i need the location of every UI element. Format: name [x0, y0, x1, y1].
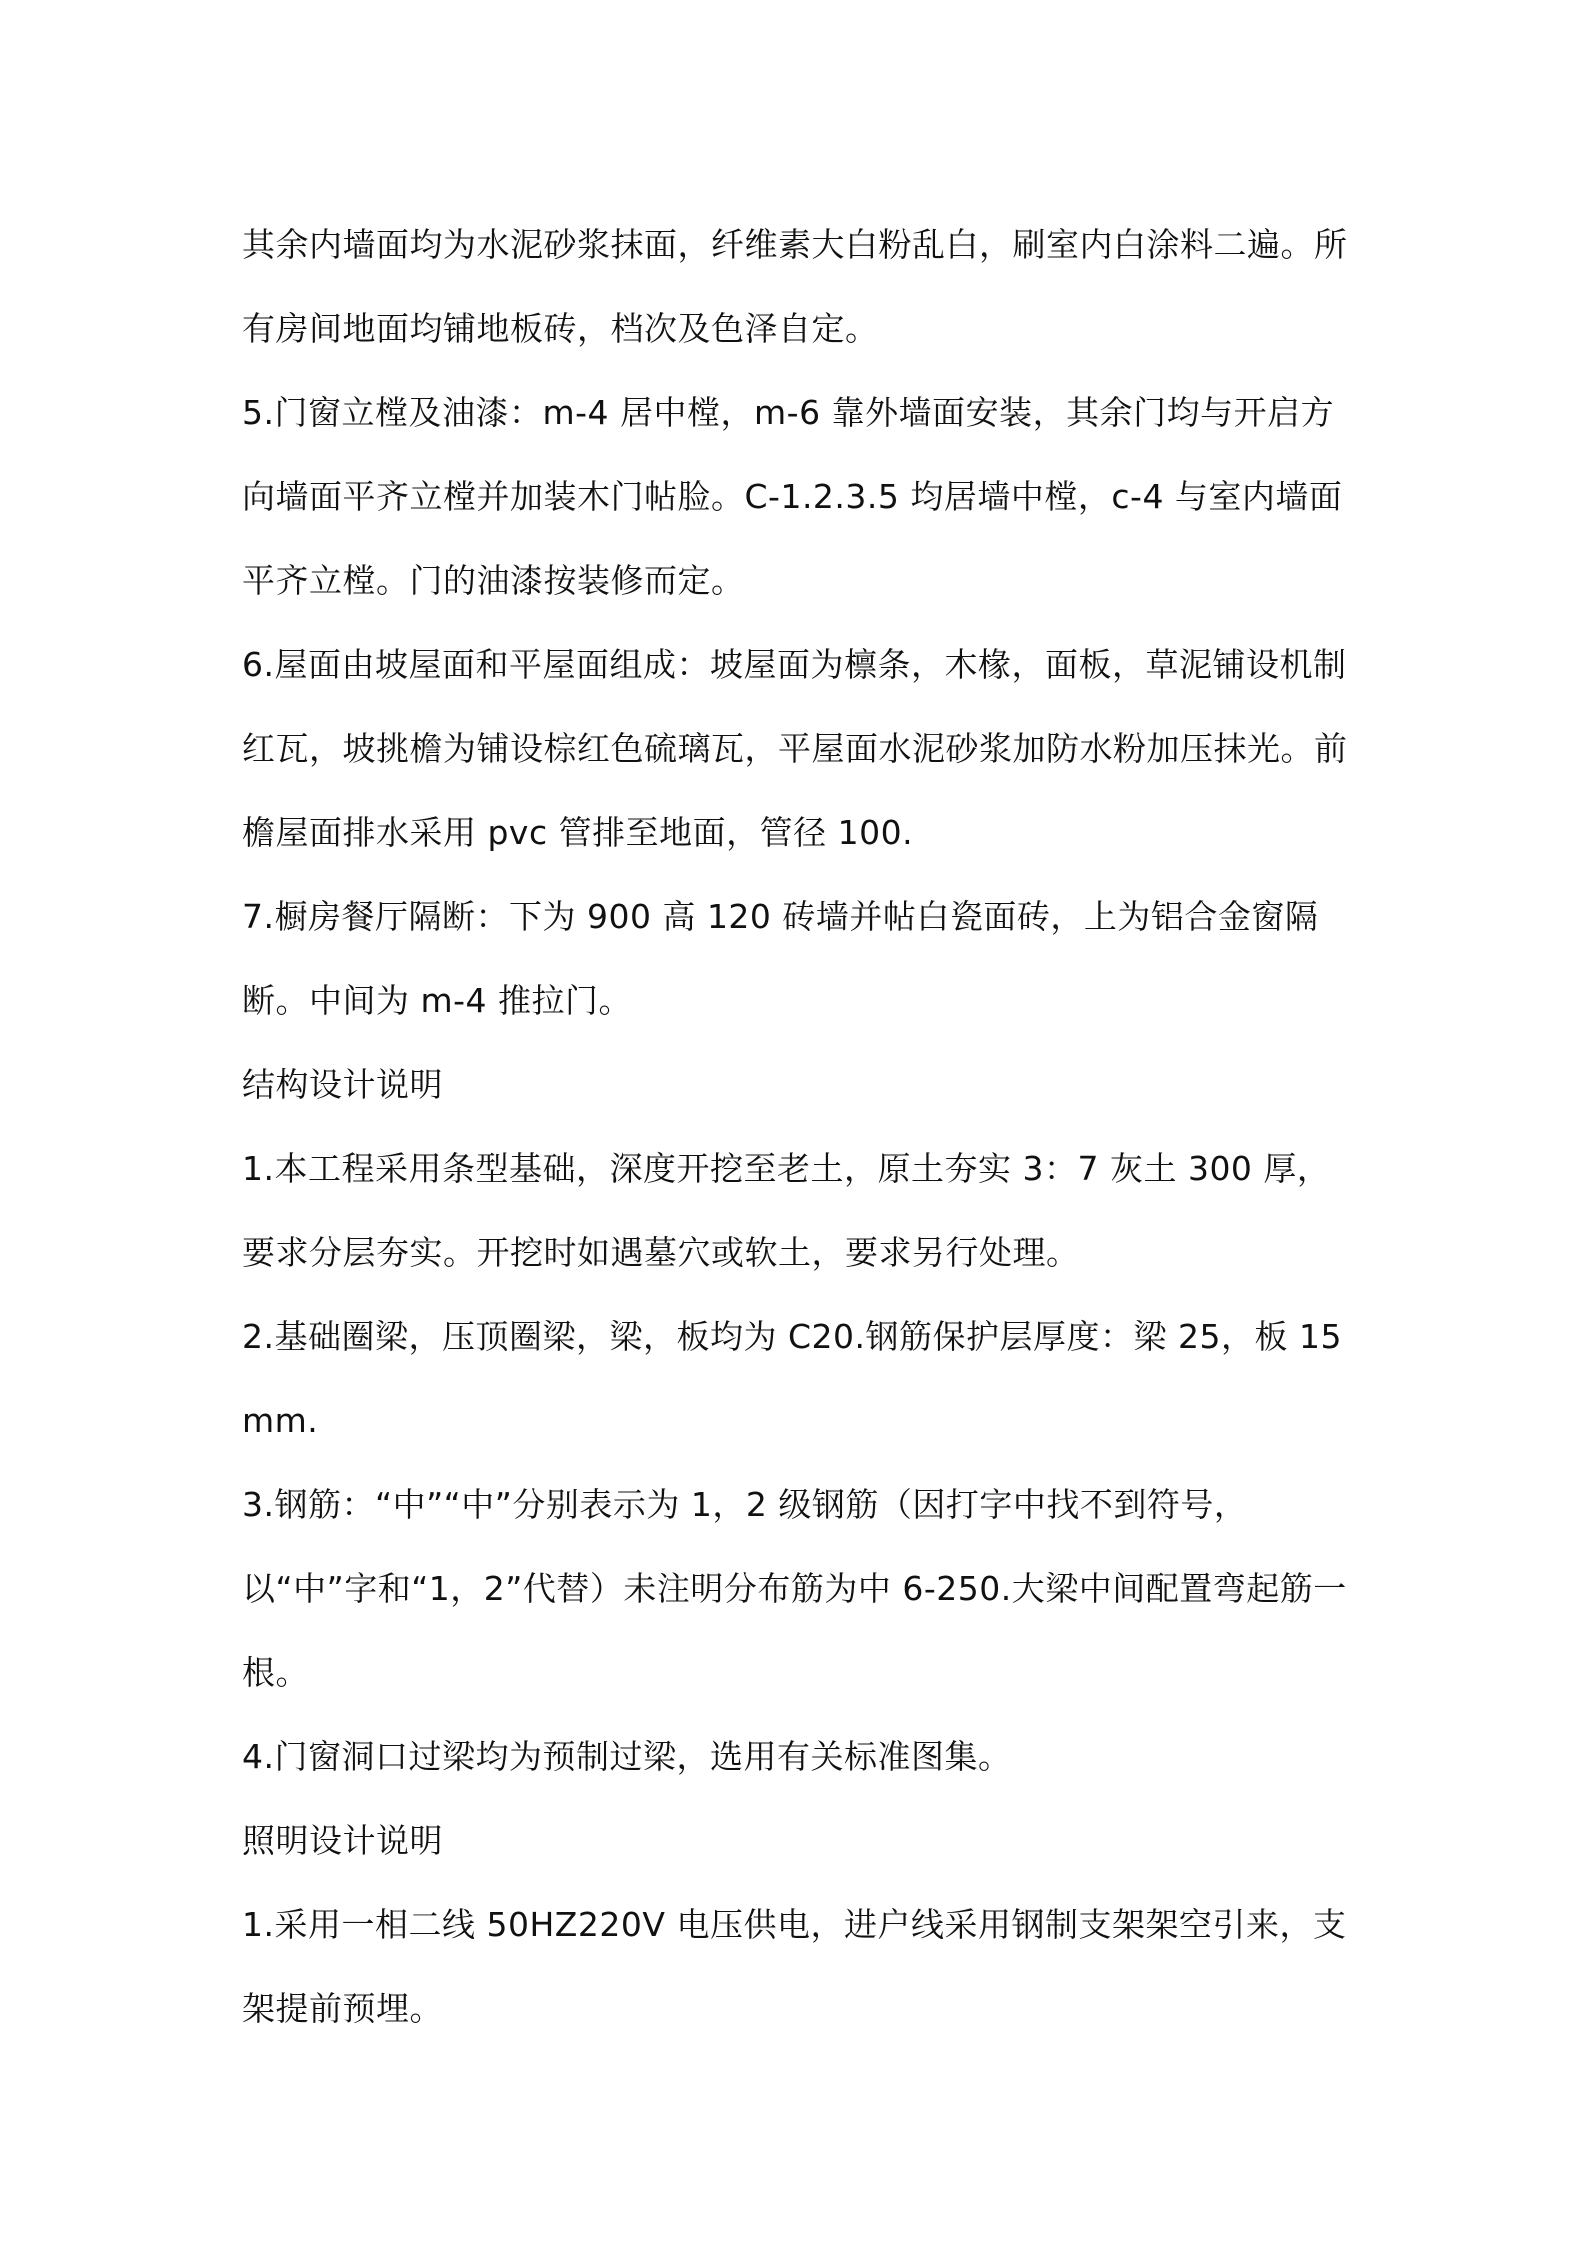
- section-heading-structure: 结构设计说明: [242, 1065, 443, 1104]
- paragraph-rebar: 3.钢筋：“中”“中”分别表示为 1，2 级钢筋（因打字中找不到符号，以“中”字和“1，2”代替）未注明分布筋为中 6-250.大梁中间配置弯起筋一根。: [242, 1485, 1347, 1692]
- paragraph-power-supply: 1.采用一相二线 50HZ220V 电压供电，进户线采用钢制支架架空引来，支架提前预埋。: [242, 1905, 1347, 2028]
- paragraph-ring-beams: 2.基础圈梁，压顶圈梁，梁，板均为 C20.钢筋保护层厚度：梁 25，板 15mm.: [242, 1317, 1342, 1440]
- paragraph-foundation: 1.本工程采用条型基础，深度开挖至老土，原土夯实 3：7 灰土 300 厚，要求分层夯实。开挖时如遇墓穴或软土，要求另行处理。: [242, 1149, 1331, 1272]
- paragraph-doors-windows: 5.门窗立樘及油漆：m-4 居中樘，m-6 靠外墙面安装，其余门均与开启方向墙面平齐立樘并加装木门帖脸。C-1.2.3.5 均居墙中樘，c-4 与室内墙面平齐立樘。门的油漆按装修而定。: [242, 393, 1343, 600]
- paragraph-kitchen-partition: 7.橱房餐厅隔断：下为 900 高 120 砖墙并帖白瓷面砖，上为铝合金窗隔断。中间为 m-4 推拉门。: [242, 897, 1319, 1020]
- document-body: [242, 203, 1362, 2051]
- section-heading-lighting: 照明设计说明: [242, 1821, 443, 1860]
- paragraph-lintels: 4.门窗洞口过梁均为预制过梁，选用有关标准图集。: [242, 1737, 1012, 1776]
- paragraph-interior-walls: 其余内墙面均为水泥砂浆抹面，纤维素大白粉乱白，刷室内白涂料二遍。所有房间地面均铺地板砖，档次及色泽自定。: [242, 225, 1348, 348]
- paragraph-roof: 6.屋面由坡屋面和平屋面组成：坡屋面为檩条，木椽，面板，草泥铺设机制红瓦，坡挑檐为铺设棕红色硫璃瓦，平屋面水泥砂浆加防水粉加压抹光。前檐屋面排水采用 pvc 管排至地面，管径 100.: [242, 645, 1348, 852]
